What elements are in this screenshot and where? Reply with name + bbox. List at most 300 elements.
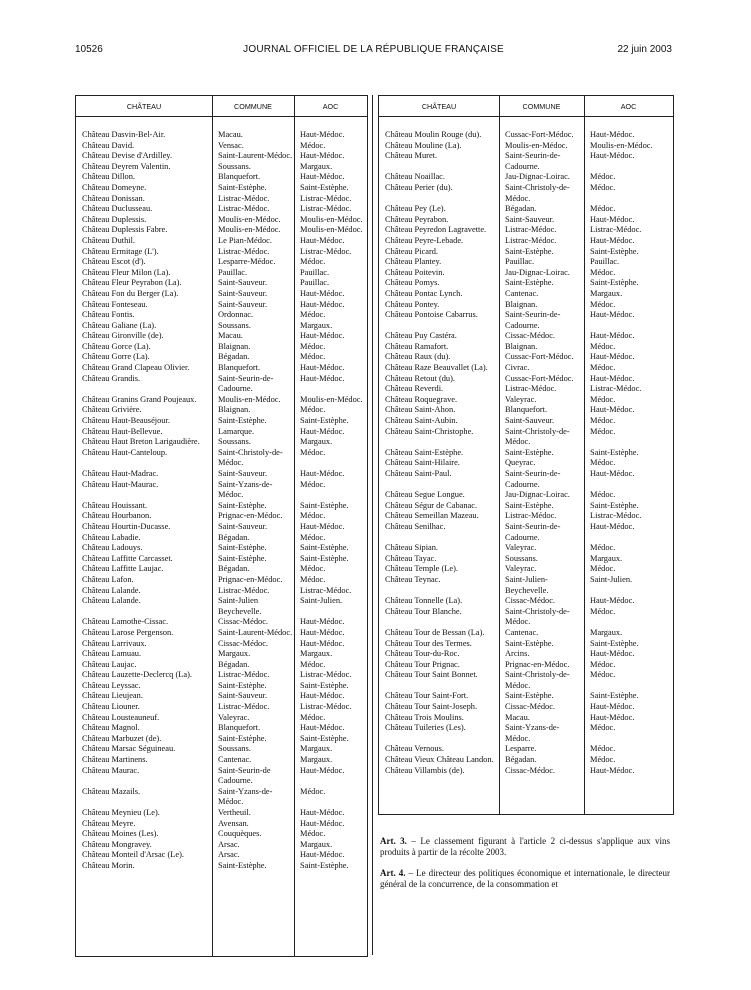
table-row [379, 257, 673, 268]
table-row [76, 289, 367, 300]
cell-commune: Cussac-Fort-Médoc. [505, 373, 574, 383]
cell-chateau: Château Ladouys. [82, 543, 143, 553]
cell-chateau: Château Hourtin-Ducasse. [82, 521, 171, 531]
table-row [76, 405, 367, 416]
table-row [76, 363, 367, 374]
cell-aoc: Listrac-Médoc. [300, 204, 352, 214]
cell-chateau: Château Larose Pergenson. [82, 627, 174, 637]
cell-chateau: Château Dillon. [82, 172, 136, 182]
cell-chateau: Château Tour Blanche. [385, 606, 462, 616]
cell-aoc: Pauillac. [300, 278, 330, 288]
cell-commune: Soussans. [218, 437, 251, 447]
cell-commune: Blaignan. [505, 299, 538, 309]
cell-chateau: Château Haut-Beauséjour. [82, 416, 170, 426]
table-row [76, 321, 367, 332]
table-row [379, 247, 673, 258]
cell-commune: Macau. [218, 130, 243, 139]
cell-chateau: Château Saint-Hilaire. [385, 458, 460, 468]
cell-chateau: Château Lafon. [82, 574, 134, 584]
cell-chateau: Château Devise d'Ardilley. [82, 151, 173, 161]
cell-chateau: Château Martinens. [82, 755, 148, 765]
table-row [76, 469, 367, 480]
table-row [379, 639, 673, 650]
cell-aoc: Haut-Médoc. [590, 712, 635, 722]
cell-commune: Saint-Yzans-de-Médoc. [505, 723, 560, 743]
table-row [379, 141, 673, 152]
cell-chateau: Château Gorce (La). [82, 341, 151, 351]
cell-commune: Listrac-Médoc. [505, 225, 557, 235]
cell-commune: Listrac-Médoc. [505, 511, 557, 521]
table-row [76, 300, 367, 311]
issue-date: 22 juin 2003 [617, 44, 672, 55]
cell-commune: Cissac-Médoc. [218, 617, 269, 627]
cell-aoc: Saint-Estèphe. [300, 543, 349, 553]
cell-chateau: Château Tonnelle (La). [385, 596, 463, 606]
cell-aoc: Médoc. [590, 755, 616, 765]
cell-commune: Saint-Sauveur. [505, 214, 555, 224]
cell-chateau: Château Lauzette-Declercq (La). [82, 670, 192, 680]
cell-commune: Saint-Estèphe. [505, 278, 554, 288]
cell-commune: Listrac-Médoc. [218, 204, 270, 214]
table-row [76, 480, 367, 501]
article-4-text: – Le directeur des politiques économique et internationale, le directeur général de la concurrence, de la consommation et [380, 868, 670, 889]
cell-aoc: Haut-Médoc. [590, 405, 635, 415]
table-row [76, 660, 367, 671]
cell-aoc: Saint-Julien. [590, 574, 633, 584]
table-row [76, 374, 367, 395]
table-row [379, 151, 673, 172]
cell-aoc: Médoc. [300, 659, 326, 669]
cell-chateau: Château Lalande. [82, 596, 141, 606]
cell-chateau: Château Segue Longue. [385, 490, 465, 500]
table-row [76, 522, 367, 533]
cell-chateau: Château Fon du Berger (La). [82, 288, 179, 298]
cell-chateau: Château Ermitage (L'). [82, 246, 159, 256]
cell-aoc: Médoc. [590, 416, 616, 426]
cell-commune: Cussac-Fort-Médoc. [505, 352, 574, 362]
table-row [379, 607, 673, 628]
cell-aoc: Médoc. [300, 405, 326, 415]
cell-aoc: Saint-Estèphe. [300, 182, 349, 192]
cell-aoc: Médoc. [590, 182, 616, 192]
table-row [76, 766, 367, 787]
cell-chateau: Château Tour Saint Bonnet. [385, 670, 478, 680]
cell-aoc: Médoc. [590, 299, 616, 309]
cell-chateau: Château Villambis (de). [385, 765, 465, 775]
cell-commune: Prignac-en-Médoc. [218, 511, 283, 521]
table-row [76, 236, 367, 247]
table-row [379, 268, 673, 279]
cell-chateau: Château Semeillan Mazeau. [385, 511, 479, 521]
table-row [76, 416, 367, 427]
cell-aoc: Saint-Julien. [300, 596, 343, 606]
cell-aoc: Listrac-Médoc. [590, 384, 642, 394]
table-row [76, 861, 367, 872]
cell-aoc: Haut-Médoc. [300, 617, 345, 627]
cell-commune: Saint-Estèphe. [218, 553, 267, 563]
cell-commune: Moulis-en-Médoc. [505, 140, 568, 150]
cell-chateau: Château Haut-Maurac. [82, 479, 159, 489]
cell-chateau: Château Reverdi. [385, 384, 444, 394]
cell-commune: Moulis-en-Médoc. [218, 214, 281, 224]
table-row [379, 596, 673, 607]
col-header-commune: COMMUNE [522, 102, 561, 111]
cell-chateau: Château Fleur Peyrabon (La). [82, 278, 182, 288]
cell-aoc: Médoc. [300, 257, 326, 267]
cell-aoc: Médoc. [300, 786, 326, 796]
cell-chateau: Château Tour-du-Roc. [385, 649, 460, 659]
table-row [76, 257, 367, 268]
table-body [379, 130, 673, 776]
cell-chateau: Château Peyredon Lagravette. [385, 225, 487, 235]
table-row [379, 723, 673, 744]
chateau-table-right [378, 95, 674, 815]
cell-chateau: Château Duplessis Fabre. [82, 225, 168, 235]
cell-chateau: Château Morin. [82, 860, 135, 870]
table-row [379, 300, 673, 311]
cell-commune: Saint-Seurin-de-Cadourne. [505, 151, 561, 171]
cell-commune: Saint-Christoly-de-Médoc. [505, 426, 570, 447]
table-row [379, 670, 673, 691]
cell-aoc: Haut-Médoc. [590, 521, 635, 531]
cell-chateau: Château Plantey. [385, 257, 442, 267]
table-row [379, 564, 673, 575]
cell-chateau: Château David. [82, 140, 135, 150]
table-row [379, 575, 673, 596]
cell-aoc: Médoc. [590, 458, 616, 468]
cell-aoc: Médoc. [590, 490, 616, 500]
cell-chateau: Château Meyre. [82, 818, 136, 828]
cell-aoc: Margaux. [590, 288, 623, 298]
cell-chateau: Château Domeyne. [82, 182, 147, 192]
cell-aoc: Haut-Médoc. [300, 426, 345, 436]
cell-chateau: Château Muret. [385, 151, 438, 161]
cell-aoc: Moulis-en-Médoc. [590, 140, 653, 150]
cell-commune: Pauillac. [505, 257, 535, 267]
cell-aoc: Margaux. [300, 755, 333, 765]
table-row [76, 437, 367, 448]
cell-commune: Saint-Laurent-Médoc. [218, 627, 293, 637]
cell-chateau: Château Trois Moulins. [385, 712, 464, 722]
cell-aoc: Médoc. [300, 564, 326, 574]
cell-aoc: Haut-Médoc. [590, 151, 635, 161]
cell-aoc: Listrac-Médoc. [300, 246, 352, 256]
cell-commune: Listrac-Médoc. [218, 246, 270, 256]
cell-aoc: Haut-Médoc. [590, 352, 635, 362]
table-row [379, 342, 673, 353]
cell-aoc: Saint-Estèphe. [590, 638, 639, 648]
cell-chateau: Château Donissan. [82, 193, 145, 203]
table-row [379, 395, 673, 406]
table-header [379, 96, 673, 117]
cell-aoc: Haut-Médoc. [300, 469, 345, 478]
cell-commune: Saint-Seurin-de-Cadourne. [505, 469, 561, 489]
cell-chateau: Château Fonteseau. [82, 299, 148, 309]
cell-chateau: Château Leyssac. [82, 680, 141, 690]
cell-chateau: Château Lamuau. [82, 649, 142, 659]
table-row [76, 151, 367, 162]
cell-chateau: Château Saint-Estèphe. [385, 447, 464, 457]
cell-commune: Arcins. [505, 649, 530, 659]
cell-chateau: Château Tour de Bessan (La). [385, 627, 485, 637]
cell-aoc: Haut-Médoc. [300, 288, 345, 298]
cell-chateau: Château Lamothe-Cissac. [82, 617, 169, 627]
cell-chateau: Château Mazails. [82, 786, 141, 796]
cell-commune: Blaignan. [218, 405, 251, 415]
cell-chateau: Château Vieux Château Landon. [385, 755, 494, 765]
table-row [379, 405, 673, 416]
cell-commune: Saint-Estèphe. [218, 416, 267, 426]
table-row [379, 416, 673, 427]
cell-chateau: Château Laffitte Laujac. [82, 564, 164, 574]
cell-aoc: Médoc. [300, 479, 326, 489]
table-row [76, 543, 367, 554]
cell-aoc: Saint-Estèphe. [590, 246, 639, 256]
cell-aoc: Pauillac. [590, 257, 620, 267]
cell-chateau: Château Deyrem Valentin. [82, 161, 171, 171]
cell-aoc: Médoc. [590, 564, 616, 574]
cell-aoc: Saint-Estèphe. [300, 733, 349, 743]
cell-chateau: Château Haut-Madrac. [82, 469, 159, 478]
cell-aoc: Médoc. [300, 352, 326, 362]
cell-chateau: Château Marsac Séguineau. [82, 744, 176, 754]
cell-chateau: Château Temple (Le). [385, 564, 458, 574]
cell-commune: Cissac-Médoc. [218, 638, 269, 648]
cell-commune: Jau-Dignac-Loirac. [505, 267, 570, 277]
cell-commune: Saint-Christoly-de-Médoc. [505, 670, 570, 690]
col-header-chateau: CHÂTEAU [126, 102, 162, 111]
cell-aoc: Saint-Estèphe. [590, 500, 639, 510]
cell-aoc: Haut-Médoc. [300, 638, 345, 648]
cell-chateau: Château Duplessis. [82, 214, 147, 224]
article-3-text: – Le classement figurant à l'article 2 ci-dessus s'applique aux vins produits à partir de la récolte 2003. [380, 836, 670, 857]
cell-aoc: Médoc. [300, 511, 326, 521]
cell-commune: Saint-Yzans-de-Médoc. [218, 786, 273, 807]
cell-aoc: Haut-Médoc. [300, 130, 345, 139]
table-row [379, 384, 673, 395]
cell-aoc: Saint-Estèphe. [300, 553, 349, 563]
journal-title: JOURNAL OFFICIEL DE LA RÉPUBLIQUE FRANÇAISE [243, 44, 504, 55]
cell-chateau: Château Monteil d'Arsac (Le). [82, 850, 184, 860]
cell-commune: Cissac-Médoc. [505, 596, 556, 606]
cell-commune: Saint-Sauveur. [218, 299, 268, 309]
cell-chateau: Château Picard. [385, 246, 439, 256]
cell-aoc: Médoc. [590, 426, 616, 436]
cell-commune: Listrac-Médoc. [218, 585, 270, 595]
cell-chateau: Château Senilhac. [385, 521, 446, 531]
table-row [76, 829, 367, 840]
cell-chateau: Château Pontey. [385, 299, 440, 309]
table-row [379, 702, 673, 713]
cell-chateau: Château Grand Clapeau Olivier. [82, 363, 190, 373]
cell-commune: Saint-Sauveur. [218, 521, 268, 531]
table-row [76, 734, 367, 745]
cell-commune: Blanquefort. [218, 172, 261, 182]
cell-commune: Saint-Estèphe. [505, 447, 554, 457]
table-row [76, 670, 367, 681]
article-4-label: Art. 4. [380, 868, 406, 878]
cell-commune: Soussans. [505, 553, 538, 563]
cell-aoc: Haut-Médoc. [300, 299, 345, 309]
cell-commune: Blaignan. [505, 341, 538, 351]
table-row [76, 723, 367, 734]
cell-commune: Moulis-en-Médoc. [218, 225, 281, 235]
table-row [76, 352, 367, 363]
cell-chateau: Château Laujac. [82, 659, 137, 669]
table-row [76, 162, 367, 173]
cell-aoc: Margaux. [300, 161, 333, 171]
table-row [76, 172, 367, 183]
cell-commune: Ordonnac. [218, 310, 254, 320]
table-row [379, 501, 673, 512]
table-row [76, 850, 367, 861]
cell-aoc: Moulis-en-Médoc. [300, 394, 363, 404]
page-header [75, 44, 672, 58]
cell-chateau: Château Laffitte Carcasset. [82, 553, 173, 563]
cell-aoc: Listrac-Médoc. [300, 670, 352, 680]
table-row [379, 215, 673, 226]
table-row [76, 395, 367, 406]
cell-aoc: Haut-Médoc. [300, 627, 345, 637]
table-row [76, 427, 367, 438]
table-row [76, 141, 367, 152]
cell-aoc: Médoc. [300, 447, 326, 457]
cell-chateau: Château Fleur Milon (La). [82, 267, 171, 277]
table-row [76, 639, 367, 650]
cell-aoc: Margaux. [300, 320, 333, 330]
cell-chateau: Château Peyre-Lebade. [385, 235, 464, 245]
cell-aoc: Haut-Médoc. [300, 765, 345, 775]
cell-aoc: Haut-Médoc. [300, 151, 345, 161]
cell-aoc: Haut-Médoc. [590, 310, 635, 320]
table-row [379, 130, 673, 141]
table-row [76, 691, 367, 702]
cell-chateau: Château Tour Saint-Joseph. [385, 702, 478, 712]
cell-aoc: Haut-Médoc. [590, 596, 635, 606]
article-3 [380, 836, 670, 858]
cell-aoc: Médoc. [590, 543, 616, 553]
cell-chateau: Château Ramafort. [385, 341, 449, 351]
cell-aoc: Listrac-Médoc. [590, 511, 642, 521]
table-row [379, 204, 673, 215]
cell-commune: Avensan. [218, 818, 249, 828]
table-row [379, 374, 673, 385]
table-row [76, 649, 367, 660]
cell-aoc: Haut-Médoc. [300, 850, 345, 860]
table-row [76, 331, 367, 342]
cell-commune: Macau. [505, 712, 530, 722]
cell-commune: Saint-Julien-Beychevelle. [505, 574, 549, 595]
cell-commune: Listrac-Médoc. [505, 235, 557, 245]
cell-chateau: Château Galiane (La). [82, 320, 157, 330]
cell-commune: Valeyrac. [505, 394, 537, 404]
table-row [76, 744, 367, 755]
cell-commune: Saint-Julien Beychevelle. [218, 596, 262, 616]
table-row [76, 840, 367, 851]
cell-aoc: Listrac-Médoc. [590, 225, 642, 235]
cell-chateau: Château Tayac. [385, 553, 437, 563]
table-row [76, 511, 367, 522]
cell-commune: Saint-Seurin-de-Cadourne. [505, 310, 561, 330]
cell-commune: Listrac-Médoc. [218, 670, 270, 680]
cell-commune: Lesparre. [505, 744, 537, 754]
cell-chateau: Château Teynac. [385, 574, 441, 584]
cell-chateau: Château Mouline (La). [385, 140, 462, 150]
table-row [379, 427, 673, 448]
cell-chateau: Château Mongravey. [82, 839, 152, 849]
cell-chateau: Château Larrivaux. [82, 638, 147, 648]
cell-commune: Bégadan. [218, 564, 250, 574]
col-header-commune: COMMUNE [234, 102, 272, 111]
cell-commune: Cussac-Fort-Médoc. [505, 130, 574, 139]
table-row [76, 183, 367, 194]
cell-aoc: Saint-Estèphe. [590, 691, 639, 701]
cell-chateau: Château Haut-Bellevue. [82, 426, 163, 436]
cell-chateau: Château Fontis. [82, 310, 135, 320]
cell-commune: Saint-Sauveur. [505, 416, 555, 426]
cell-commune: Bégadan. [505, 204, 537, 214]
table-row [379, 691, 673, 702]
table-row [76, 342, 367, 353]
cell-commune: Listrac-Médoc. [218, 193, 270, 203]
cell-chateau: Château Retout (du). [385, 373, 456, 383]
cell-commune: Saint-Seurin-de-Cadourne. [218, 373, 274, 394]
cell-aoc: Listrac-Médoc. [300, 193, 352, 203]
cell-aoc: Médoc. [590, 341, 616, 351]
table-row [76, 215, 367, 226]
cell-aoc: Pauillac. [300, 267, 330, 277]
cell-commune: Cissac-Médoc. [505, 331, 556, 341]
cell-commune: Pauillac. [218, 267, 248, 277]
cell-chateau: Château Grandis. [82, 373, 141, 383]
cell-commune: Cissac-Médoc. [505, 765, 556, 775]
cell-chateau: Château Grivière. [82, 405, 142, 415]
table-row [76, 787, 367, 808]
col-header-aoc: AOC [322, 102, 339, 111]
cell-commune: Listrac-Médoc. [218, 702, 270, 712]
cell-commune: Vertheuil. [218, 808, 251, 817]
cell-chateau: Château Haut Breton Larigaudière. [82, 437, 200, 447]
cell-aoc: Médoc. [590, 606, 616, 616]
table-row [76, 204, 367, 215]
cell-commune: Macau. [218, 331, 243, 341]
cell-commune: Civrac. [505, 363, 530, 373]
cell-aoc: Haut-Médoc. [300, 363, 345, 373]
cell-aoc: Haut-Médoc. [590, 331, 635, 341]
cell-commune: Saint-Yzans-de-Médoc. [218, 479, 273, 500]
table-header [76, 96, 367, 117]
cell-commune: Saint-Sauveur. [218, 469, 268, 478]
cell-chateau: Château Houissant. [82, 500, 148, 510]
cell-chateau: Château Duthil. [82, 235, 136, 245]
cell-aoc: Margaux. [300, 839, 333, 849]
cell-commune: Listrac-Médoc. [505, 384, 557, 394]
cell-aoc: Margaux. [300, 744, 333, 754]
table-row [379, 310, 673, 331]
cell-chateau: Château Moulin Rouge (du). [385, 130, 482, 139]
cell-commune: Saint-Christoly-de-Médoc. [505, 606, 570, 627]
table-row [76, 533, 367, 544]
cell-chateau: Château Saint-Ahon. [385, 405, 456, 415]
cell-aoc: Saint-Estèphe. [300, 680, 349, 690]
cell-commune: Saint-Sauveur. [218, 691, 268, 701]
table-row [76, 755, 367, 766]
table-row [379, 363, 673, 374]
table-row [76, 586, 367, 597]
cell-aoc: Médoc. [590, 394, 616, 404]
cell-aoc: Haut-Médoc. [300, 808, 345, 817]
table-row [76, 448, 367, 469]
